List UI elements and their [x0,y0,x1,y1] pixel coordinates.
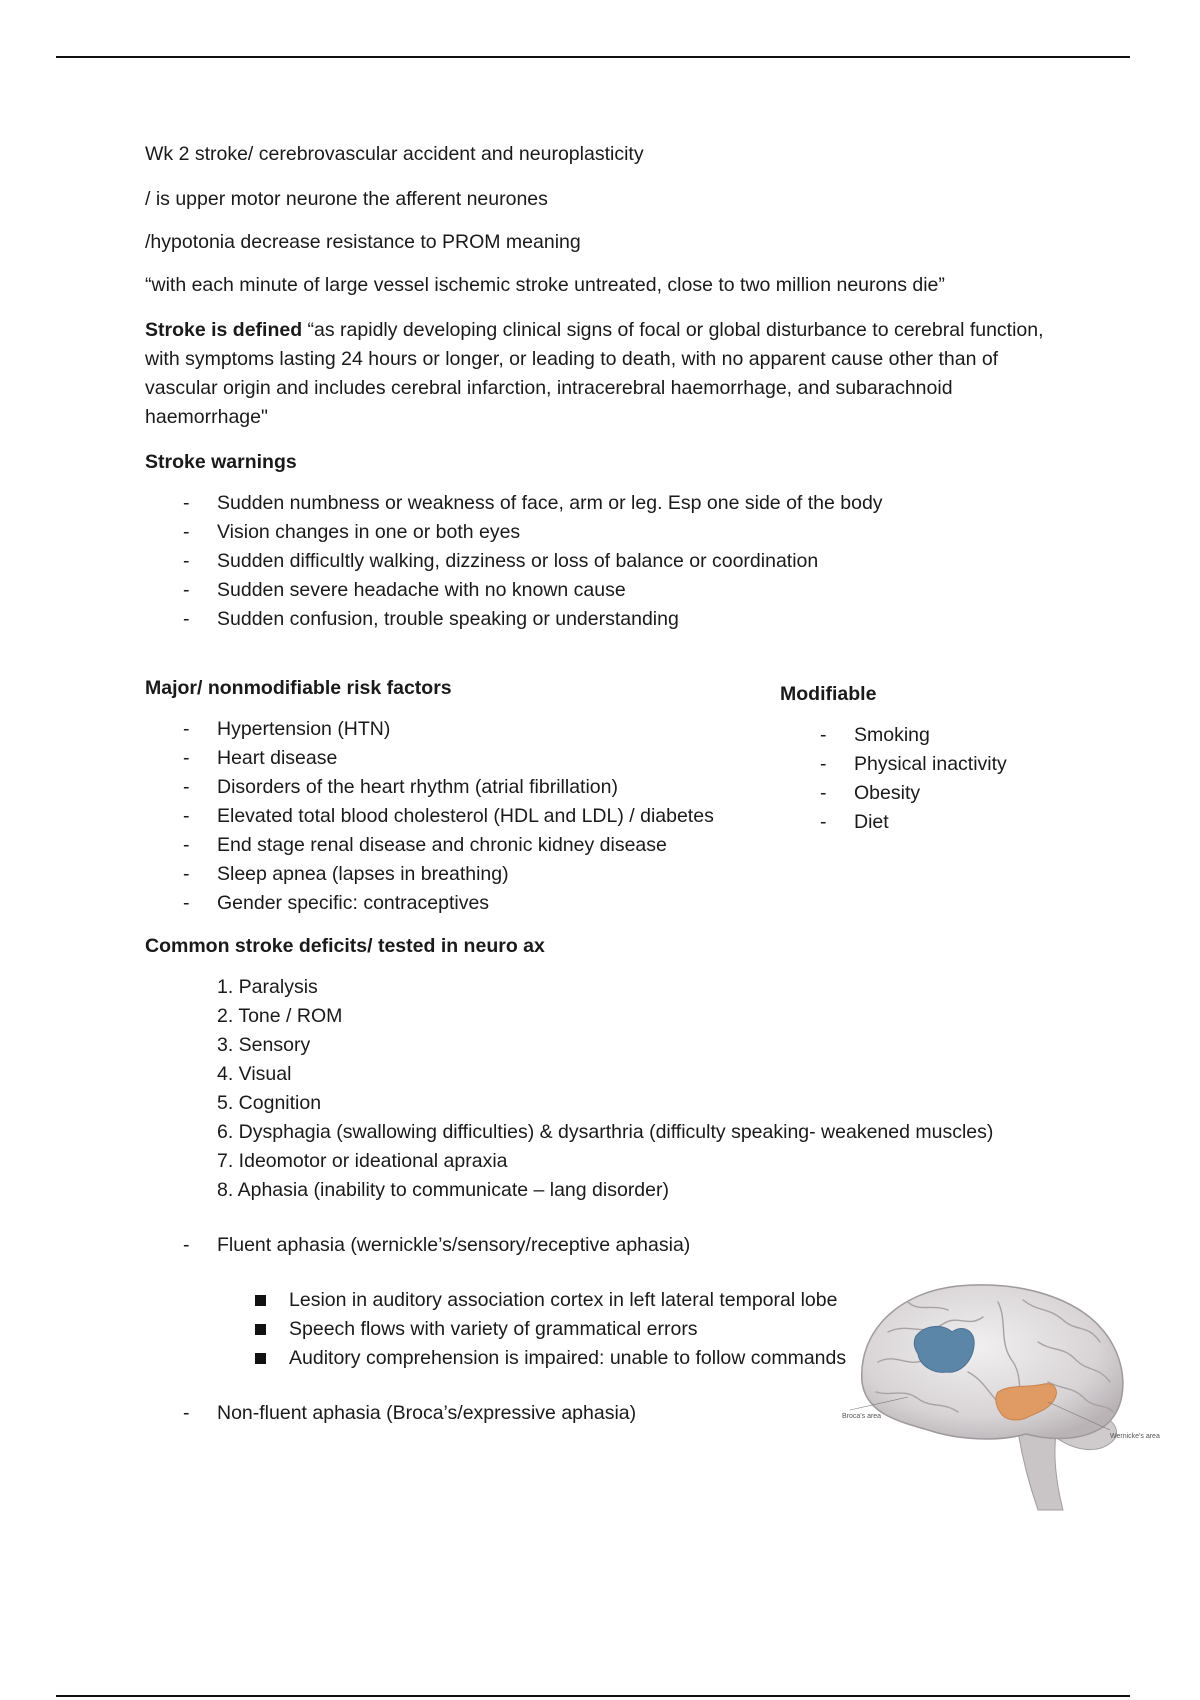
list-item: - Diet [820,811,889,833]
list-item: - Smoking [820,724,930,746]
list-item: - Heart disease [183,747,338,769]
list-item: - Sudden difficultly walking, dizziness or loss of balance or coordination [183,550,819,572]
list-item: 4. Visual [217,1063,292,1085]
square-bullet-icon [255,1353,266,1364]
list-item: - Disorders of the heart rhythm (atrial fibrillation) [183,776,618,798]
definition-label: Stroke is defined [145,319,303,341]
warnings-list [145,489,1045,634]
list-item: - Sleep apnea (lapses in breathing) [183,863,509,885]
modifiable-list [780,721,1120,837]
header-rule [56,56,1130,58]
list-item: - Sudden severe headache with no known cause [183,579,626,601]
list-item: - Obesity [820,782,921,804]
note-line-neurones: / is upper motor neurone the afferent neurones [145,188,548,210]
note-line-hypotonia: /hypotonia decrease resistance to PROM meaning [145,231,581,253]
deficits-list [145,973,1045,1205]
list-item: - Physical inactivity [820,753,1007,775]
list-item: 6. Dysphagia (swallowing difficulties) & dysarthria (difficulty speaking- weakened muscles) [217,1121,994,1143]
list-item: Auditory comprehension is impaired: unable to follow commands [145,1344,849,1373]
list-item: 8. Aphasia (inability to communicate – lang disorder) [217,1179,669,1201]
modifiable-heading: Modifiable [780,683,877,705]
brainstem-shape [1018,1432,1063,1510]
modifiable-block [780,680,1120,837]
list-item: Speech flows with variety of grammatical errors [145,1315,849,1344]
nonmodifiable-heading: Major/ nonmodifiable risk factors [145,677,452,699]
broca-label: Broca's area [842,1413,882,1420]
list-item: 1. Paralysis [217,976,318,998]
list-item: 5. Cognition [217,1092,322,1114]
list-item: 3. Sensory [217,1034,311,1056]
list-item: Lesion in auditory association cortex in left lateral temporal lobe [145,1286,849,1315]
list-item: - Non-fluent aphasia (Broca’s/expressive aphasia) [183,1402,637,1424]
deficits-heading: Common stroke deficits/ tested in neuro ax [145,935,545,957]
list-item: - Hypertension (HTN) [183,718,391,740]
list-item: - End stage renal disease and chronic kidney disease [183,834,667,856]
list-item: - Sudden numbness or weakness of face, arm or leg. Esp one side of the body [183,492,883,514]
list-item: - Elevated total blood cholesterol (HDL and LDL) / diabetes [183,805,714,827]
brain-illustration [842,1262,1160,1512]
cerebrum-shape [862,1285,1123,1439]
fluent-aphasia [145,1231,1045,1260]
stroke-definition [145,316,1045,432]
document-title: Wk 2 stroke/ cerebrovascular accident and neuroplasticity [145,143,644,165]
wernicke-label: Wernicke's area [1110,1433,1160,1440]
square-bullet-icon [255,1324,266,1335]
list-item: 2. Tone / ROM [217,1005,343,1027]
footer-rule [56,1695,1130,1697]
list-item: - Sudden confusion, trouble speaking or understanding [183,608,679,630]
definition-text: “as rapidly developing clinical signs of focal or global disturbance to cerebral function, with symptoms lasting 24 hours or longer, or leading to death, with no apparent cause other than of vascular origin and includes cerebral infarction, intracerebral haemorrhage, and subarachnoid haemorrhage" [145,319,1044,428]
square-bullet-icon [255,1295,266,1306]
list-item: - Gender specific: contraceptives [183,892,490,914]
list-item: - Fluent aphasia (wernickle’s/sensory/receptive aphasia) [183,1234,691,1256]
list-item: - Vision changes in one or both eyes [183,521,521,543]
list-item: 7. Ideomotor or ideational apraxia [217,1150,508,1172]
warnings-heading: Stroke warnings [145,451,297,473]
quote-line: “with each minute of large vessel ischemic stroke untreated, close to two million neurons die” [145,274,945,296]
